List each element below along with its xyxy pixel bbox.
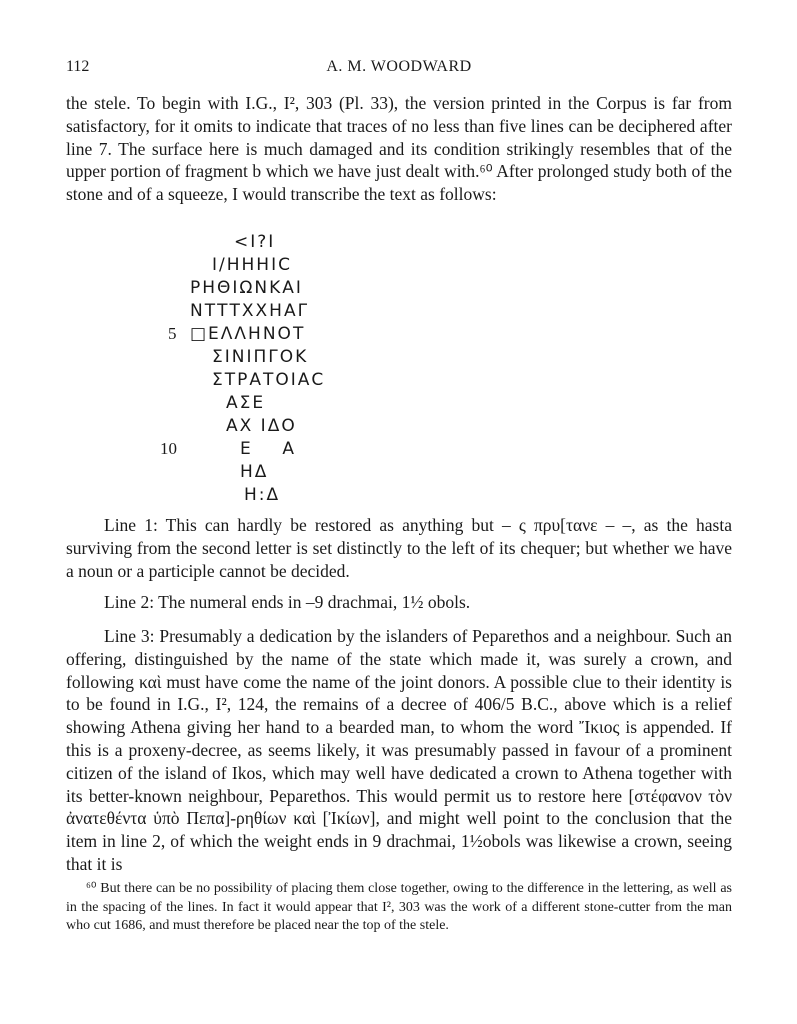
running-head: A. M. WOODWARD xyxy=(326,58,472,75)
inscription-line-3: ΡΗΘΙΩΝΚΑΙ xyxy=(190,278,303,298)
inscription-line-9: ΑΧ ΙΔΟ xyxy=(226,416,297,436)
page-number: 112 xyxy=(66,58,90,75)
commentary-line-2: Line 2: The numeral ends in –9 drachmai, 1½ obols. xyxy=(104,592,471,612)
commentary-line-3: Line 3: Presumably a dedication by the islanders of Peparethos and a neighbour. Such an offering, distinguished by the name of the state which made it, was surely a crown, and following καὶ must have come the name of the joint donors. A possible clue to their identity is to be found in I.G., I², 124, the remains of a decree of 406/5 B.C., above which is a relief showing Athena giving her hand to a bearded man, to whom the word Ἴκιος is appended. If this is a proxeny-decree, as seems likely, it was presumably passed in favour of a prominent citizen of the island of Ikos, which may well have dedicated a crown to Athena together with its better-known neighbour, Peparethos. This would permit us to restore here [στέφανον τὸν ἀνατεθέντα ὑπὸ Πεπα]-ρηθίων καὶ [Ἰκίων], and might well point to the conclusion that the item in line 2, of which the weight ends in 9 drachmai, 1½obols was likewise a crown, seeing that it is xyxy=(66,626,732,874)
footnote-60: ⁶⁰ But there can be no possibility of placing them close together, owing to the difference in the lettering, as well as in the spacing of the lines. In fact it would appear that I², 303 was the work of a different stone-cutter from the man who cut 1686, and must therefore be placed near the top of the stele. xyxy=(66,881,732,933)
inscription-line-1: <I?I xyxy=(234,232,276,252)
inscription-line-7: ΣΤΡΑΤΟΙΑC xyxy=(212,370,326,390)
page-header xyxy=(66,58,732,80)
inscription-line-4: ΝΤΤΤΧΧΗΑΓ xyxy=(190,301,310,321)
inscription-line-12: Η:Δ xyxy=(244,485,281,505)
commentary-line-1: Line 1: This can hardly be restored as anything but – ς πρυ[τανε – –, as the hasta surviving from the second letter is set distinctly to the left of its chequer; but whether we have a noun or a participle cannot be decided. xyxy=(66,515,732,581)
inscription-line-11: ΗΔ xyxy=(240,462,269,482)
intro-paragraph: the stele. To begin with I.G., I², 303 (Pl. 33), the version printed in the Corpus is far from satisfactory, for it omits to indicate that traces of no less than five lines can be deciphered after line 7. The surface here is much damaged and its condition strikingly resembles that of the upper portion of fragment b which we have just dealt with.⁶⁰ After prolonged study both of the stone and of a squeeze, I would transcribe the text as follows: xyxy=(66,93,732,205)
line-number: 10 xyxy=(160,439,177,458)
inscription-line-10: Ε Α xyxy=(240,439,296,459)
inscription-line-8: ΑΣΕ xyxy=(226,393,266,413)
line-number: 5 xyxy=(168,324,177,343)
inscription-line-6: ΣΙΝΙΠΓΟΚ xyxy=(212,347,309,367)
inscription-transcription xyxy=(150,232,410,505)
inscription-line-2: I/ΗΗΗΙC xyxy=(212,255,292,275)
inscription-line-5: □ΕΛΛΗΝΟΤ xyxy=(190,324,306,344)
